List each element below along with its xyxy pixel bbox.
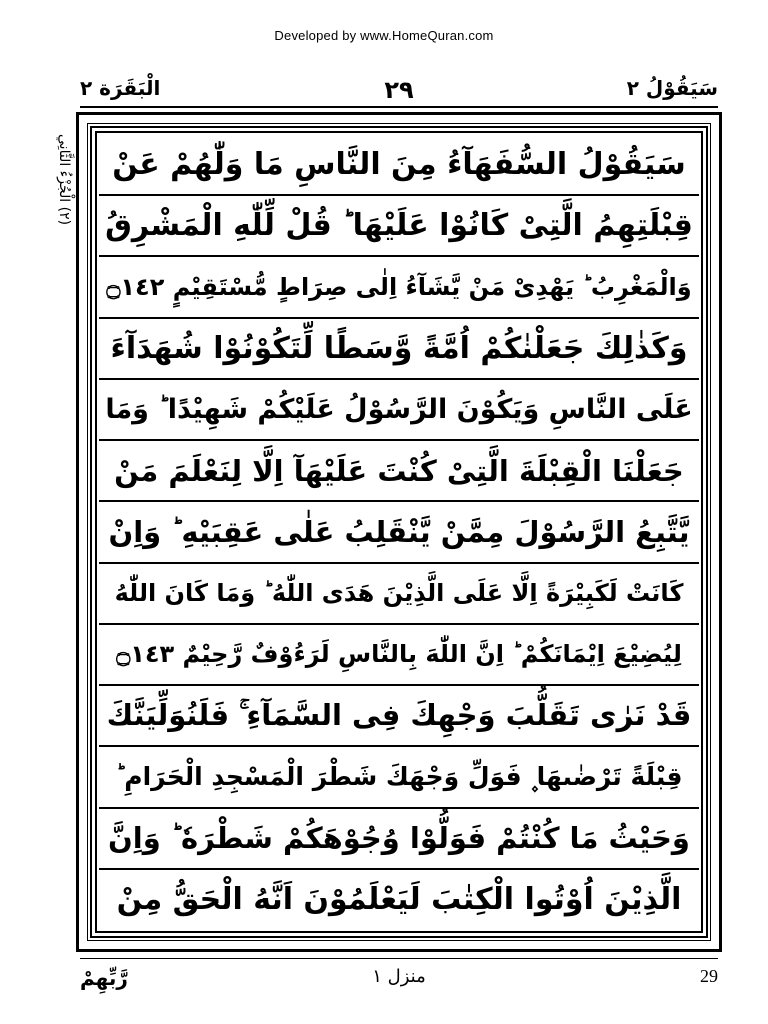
page-frame [76,112,722,952]
page-number: ٢٩ [384,76,414,104]
verse-line: يَّتَّبِعُ الرَّسُوْلَ مِمَّنْ يَّنْقَلِبُ عَلٰى عَقِبَيْهِ ؕ وَاِنْ [99,502,699,563]
site-credit[interactable]: Developed by www.HomeQuran.com [274,28,494,43]
page-header [80,72,718,108]
verse-line: لِيُضِيْعَ اِيْمَانَكُمْ ؕ اِنَّ اللّٰهَ بِالنَّاسِ لَرَءُوْفٌ رَّحِيْمٌ ۝١٤٣ [99,625,699,686]
verse-line: قِبْلَتِهِمُ الَّتِىْ كَانُوْا عَلَيْهَا ؕ قُلْ لِّلّٰهِ الْمَشْرِقُ [99,196,699,257]
verse-line: جَعَلْنَا الْقِبْلَةَ الَّتِىْ كُنْتَ عَلَيْهَآ اِلَّا لِنَعْلَمَ مَنْ [99,441,699,502]
verse-line: سَيَقُوْلُ السُّفَهَآءُ مِنَ النَّاسِ مَا وَلّٰهُمْ عَنْ [99,135,699,196]
verse-lines [99,135,699,929]
header-rule [80,106,718,108]
manzil-label: منزل ١ [372,966,426,987]
footer-rule [80,958,718,959]
catchword: رَّبِّهِمْ [80,966,128,990]
juz-name: سَيَقُوْلُ ٢ [626,76,718,100]
verse-line: الَّذِيْنَ اُوْتُوا الْكِتٰبَ لَيَعْلَمُوْنَ اَنَّهُ الْحَقُّ مِنْ [116,881,682,917]
surah-name: الْبَقَرَة ٢ [80,76,161,100]
margin-note: (٢) الْجُزْءُ الثَّانِي [56,134,72,226]
page-footer [80,962,718,1002]
verse-line: قَدْ نَرٰى تَقَلُّبَ وَجْهِكَ فِى السَّمَآءِ ۚ فَلَنُوَلِّيَنَّكَ [99,686,699,747]
verse-line: وَحَيْثُ مَا كُنْتُمْ فَوَلُّوْا وُجُوْهَكُمْ شَطْرَهٗ ؕ وَاِنَّ [99,809,699,870]
verse-line: عَلَى النَّاسِ وَيَكُوْنَ الرَّسُوْلُ عَلَيْكُمْ شَهِيْدًا ؕ وَمَا [99,380,699,441]
verse-line: وَكَذٰلِكَ جَعَلْنٰكُمْ اُمَّةً وَّسَطًا لِّتَكُوْنُوْا شُهَدَآءَ [99,319,699,380]
verse-line: وَالْمَغْرِبُ ؕ يَهْدِىْ مَنْ يَّشَآءُ اِلٰى صِرَاطٍ مُّسْتَقِيْمٍ ۝١٤٢ [99,257,699,318]
verse-line: قِبْلَةً تَرْضٰىهَا ۪ فَوَلِّ وَجْهَكَ شَطْرَ الْمَسْجِدِ الْحَرَامِ ؕ [99,747,699,808]
verse-line: كَانَتْ لَكَبِيْرَةً اِلَّا عَلَى الَّذِيْنَ هَدَى اللّٰهُ ؕ وَمَا كَانَ اللّٰهُ [99,564,699,625]
folio-number: 29 [700,966,718,986]
